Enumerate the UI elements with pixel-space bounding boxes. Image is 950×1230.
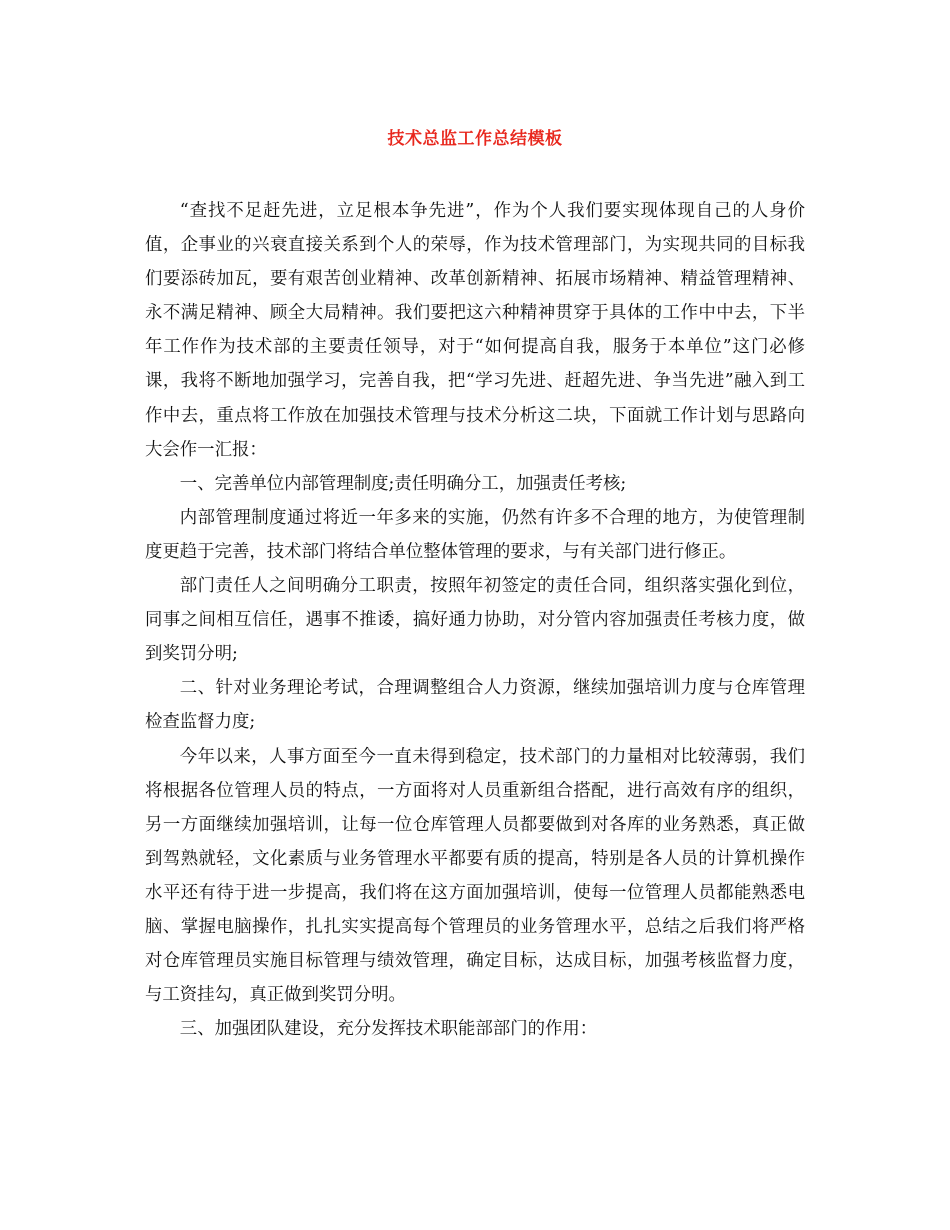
document-body: [145, 194, 805, 1046]
paragraph-training: 今年以来，人事方面至今一直未得到稳定，技术部门的力量相对比较薄弱，我们将根据各位管理人员的特点，一方面将对人员重新组合搭配，进行高效有序的组织，另一方面继续加强培训，让每一位仓库管理人员都要做到对各库的业务熟悉，真正做到驾熟就轻，文化素质与业务管理水平都要有质的提高，特别是各人员的计算机操作水平还有待于进一步提高，我们将在这方面加强培训，使每一位管理人员都能熟悉电脑、掌握电脑操作，扎扎实实提高每个管理员的业务管理水平，总结之后我们将严格对仓库管理员实施目标管理与绩效管理，确定目标，达成目标，加强考核监督力度，与工资挂勾，真正做到奖罚分明。: [145, 746, 805, 1006]
paragraph-responsibility: 部门责任人之间明确分工职责，按照年初签定的责任合同，组织落实强化到位，同事之间相互信任，遇事不推诿，搞好通力协助，对分管内容加强责任考核力度，做到奖罚分明;: [145, 576, 805, 665]
section-heading-1: 一、完善单位内部管理制度;责任明确分工，加强责任考核;: [179, 473, 627, 494]
paragraph-management-system: 内部管理制度通过将近一年多来的实施，仍然有许多不合理的地方，为使管理制度更趋于完善，技术部门将结合单位整体管理的要求，与有关部门进行修正。: [145, 507, 805, 562]
section-heading-3: 三、加强团队建设，充分发挥技术职能部部门的作用：: [179, 1019, 598, 1040]
section-heading-2: 二、针对业务理论考试，合理调整组合人力资源，继续加强培训力度与仓库管理检查监督力度;: [145, 678, 805, 733]
document-title: 技术总监工作总结模板: [387, 129, 563, 149]
paragraph-intro: “查找不足赶先进，立足根本争先进”，作为个人我们要实现体现自己的人身价值，企事业的兴衰直接关系到个人的荣辱，作为技术管理部门，为实现共同的目标我们要添砖加瓦，要有艰苦创业精神、改革创新精神、拓展市场精神、精益管理精神、永不满足精神、顾全大局精神。我们要把这六种精神贯穿于具体的工作中中去，下半年工作作为技术部的主要责任领导，对于“如何提高自我，服务于本单位”这门必修课，我将不断地加强学习，完善自我，把“学习先进、赶超先进、争当先进”融入到工作中去，重点将工作放在加强技术管理与技术分析这二块，下面就工作计划与思路向大会作一汇报：: [145, 201, 805, 460]
